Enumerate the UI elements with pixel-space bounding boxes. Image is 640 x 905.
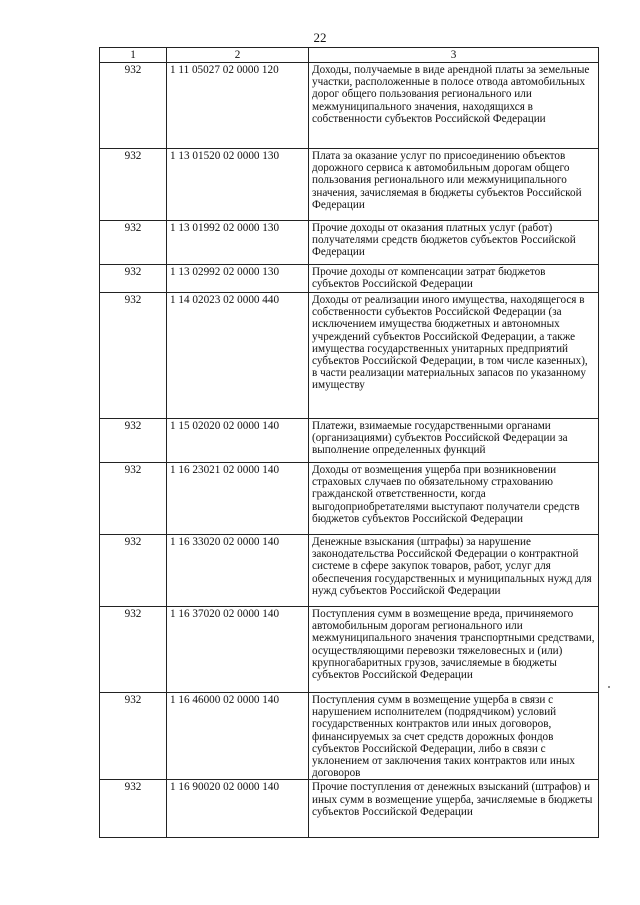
budget-classification-code-cell: 1 15 02020 02 0000 140	[167, 419, 309, 463]
admin-code-cell: 932	[100, 693, 167, 780]
revenue-description-text: Платежи, взимаемые государственными органами (организациями) субъектов Российской Федерации за выполнение определенных функций	[312, 420, 568, 457]
table-row	[100, 63, 599, 149]
revenue-description-text: Доходы от реализации иного имущества, находящегося в собственности субъектов Российской Федерации (за исключением имущества бюджетных и автономных учреждений субъектов Российской Федерации, а также имущества государственных унитарных предприятий субъектов Российской Федерации, в том числе казенных), в части реализации материальных запасов по указанному имуществу	[312, 294, 588, 392]
budget-classification-code-cell: 1 16 33020 02 0000 140	[167, 535, 309, 607]
revenue-description-cell	[309, 221, 599, 265]
table-row	[100, 463, 599, 535]
budget-classification-code-cell: 1 13 02992 02 0000 130	[167, 265, 309, 293]
column-header-2: 2	[167, 48, 309, 63]
admin-code-cell: 932	[100, 463, 167, 535]
admin-code-cell: 932	[100, 607, 167, 693]
revenue-description-cell	[309, 693, 599, 780]
revenue-description-text: Прочие поступления от денежных взысканий (штрафов) и иных сумм в возмещение ущерба, зачисляемые в бюджеты субъектов Российской Федерации	[312, 781, 593, 818]
page-number: 22	[313, 30, 327, 45]
admin-code-cell: 932	[100, 535, 167, 607]
table-header-row	[100, 48, 599, 63]
budget-classification-code-cell: 1 13 01992 02 0000 130	[167, 221, 309, 265]
revenue-description-cell	[309, 63, 599, 149]
admin-code-cell: 932	[100, 221, 167, 265]
revenue-codes-table	[99, 47, 599, 838]
budget-classification-code-cell: 1 14 02023 02 0000 440	[167, 293, 309, 419]
revenue-description-cell	[309, 419, 599, 463]
revenue-description-text: Доходы, получаемые в виде арендной платы за земельные участки, расположенные в полосе отвода автомобильных дорог общего пользования регионального или межмуниципального значения, находящихся в собственности субъектов Российской Федерации	[312, 64, 590, 125]
revenue-description-text: Прочие доходы от компенсации затрат бюджетов субъектов Российской Федерации	[312, 266, 546, 291]
admin-code-cell: 932	[100, 419, 167, 463]
revenue-description-text: Прочие доходы от оказания платных услуг (работ) получателями средств бюджетов субъектов Российской Федерации	[312, 222, 576, 259]
admin-code-cell: 932	[100, 63, 167, 149]
budget-classification-code-cell: 1 13 01520 02 0000 130	[167, 149, 309, 221]
table-row	[100, 265, 599, 293]
budget-classification-code-cell: 1 16 37020 02 0000 140	[167, 607, 309, 693]
table-row	[100, 607, 599, 693]
table-row	[100, 221, 599, 265]
budget-classification-code-cell: 1 16 90020 02 0000 140	[167, 780, 309, 838]
revenue-description-text: Поступления сумм в возмещение ущерба в связи с нарушением исполнителем (подрядчиком) условий государственных контрактов или иных договоров, финансируемых за счет средств дорожных фондов субъектов Российской Федерации, либо в связи с уклонением от заключения таких контрактов или иных договоров	[312, 694, 575, 780]
revenue-description-cell	[309, 780, 599, 838]
table-row	[100, 780, 599, 838]
admin-code-cell: 932	[100, 780, 167, 838]
admin-code-cell: 932	[100, 293, 167, 419]
revenue-description-text: Доходы от возмещения ущерба при возникновении страховых случаев по обязательному страхованию гражданской ответственности, когда выгодоприобретателями выступают получатели средств бюджетов субъектов Российской Федерации	[312, 464, 580, 525]
revenue-description-text: Плата за оказание услуг по присоединению объектов дорожного сервиса к автомобильным дорогам общего пользования регионального или межмуниципального значения, зачисляемая в бюджеты субъектов Российской Федерации	[312, 150, 582, 211]
table-row	[100, 149, 599, 221]
table-row	[100, 419, 599, 463]
table-row	[100, 535, 599, 607]
revenue-description-cell	[309, 293, 599, 419]
margin-mark	[608, 686, 610, 688]
table-row	[100, 293, 599, 419]
budget-classification-code-cell: 1 16 23021 02 0000 140	[167, 463, 309, 535]
revenue-description-text: Денежные взыскания (штрафы) за нарушение законодательства Российской Федерации о контрактной системе в сфере закупок товаров, работ, услуг для обеспечения государственных и муниципальных нужд для нужд субъектов Российской Федерации	[312, 536, 592, 597]
budget-classification-code-cell: 1 11 05027 02 0000 120	[167, 63, 309, 149]
revenue-description-text: Поступления сумм в возмещение вреда, причиняемого автомобильным дорогам регионального или межмуниципального значения транспортными средствами, осуществляющими перевозки тяжеловесных и (или) крупногабаритных грузов, зачисляемые в бюджеты субъектов Российской Федерации	[312, 608, 595, 682]
table-row	[100, 693, 599, 780]
column-header-1: 1	[100, 48, 167, 63]
revenue-description-cell	[309, 607, 599, 693]
revenue-description-cell	[309, 149, 599, 221]
revenue-description-cell	[309, 265, 599, 293]
admin-code-cell: 932	[100, 265, 167, 293]
column-header-3: 3	[309, 48, 599, 63]
revenue-description-cell	[309, 535, 599, 607]
budget-classification-code-cell: 1 16 46000 02 0000 140	[167, 693, 309, 780]
revenue-description-cell	[309, 463, 599, 535]
admin-code-cell: 932	[100, 149, 167, 221]
